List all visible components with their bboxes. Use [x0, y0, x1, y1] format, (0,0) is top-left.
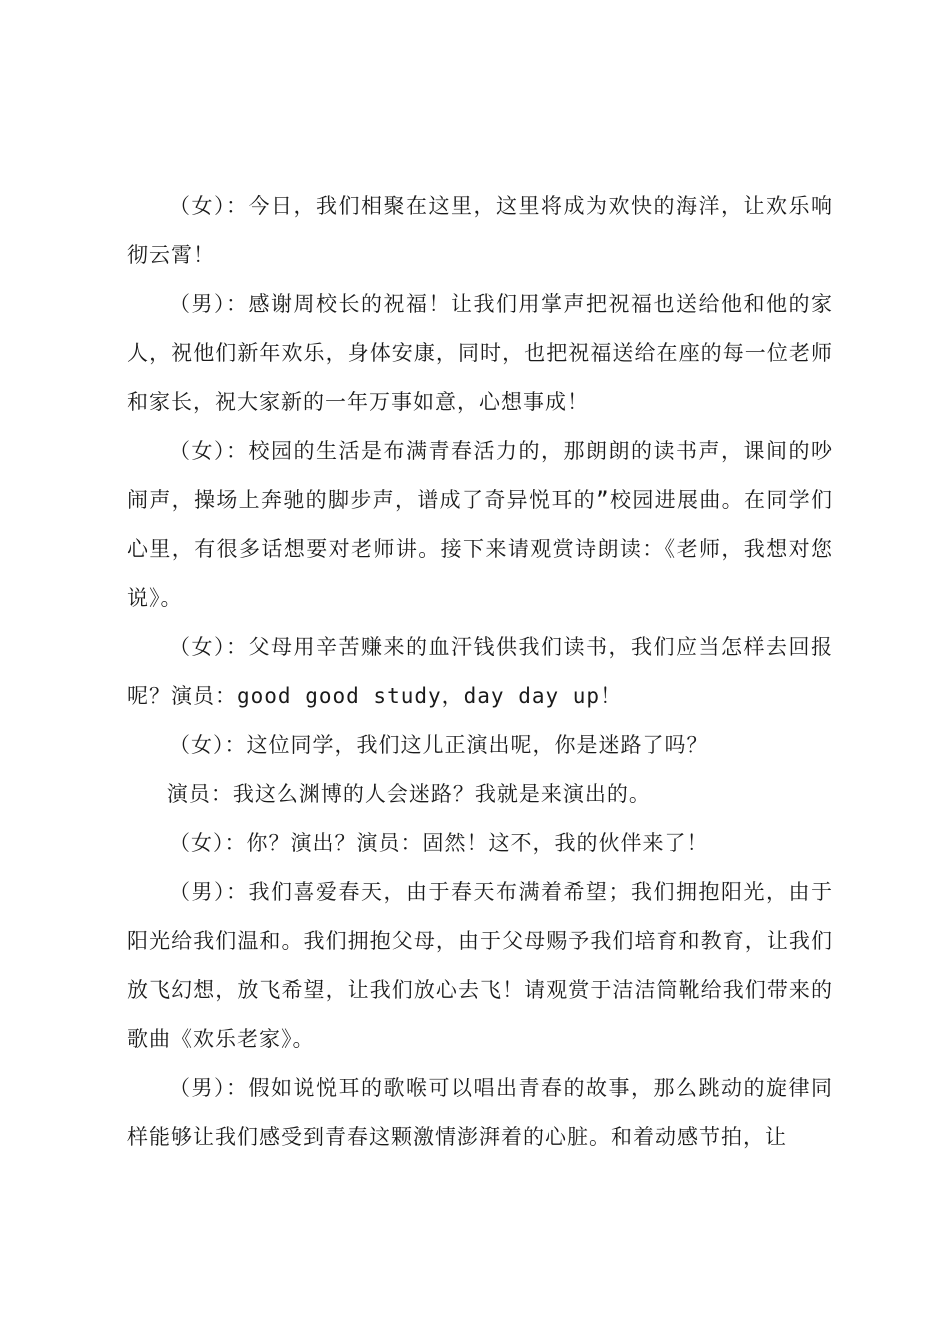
- paragraph-3: （女）：校园的生活是布满青春活力的，那朗朗的读书声，课间的吵闹声，操场上奔驰的脚步声，谱成了奇异悦耳的”校园进展曲。在同学们心里，有很多话想要对老师讲。接下来请观赏诗朗读：《老师，我想对您说》。: [127, 439, 833, 610]
- paragraph-7: （女）：你？演出？演员：固然！这不，我的伙伴来了！: [169, 831, 709, 855]
- paragraph-5: （女）：这位同学，我们这儿正演出呢，你是迷路了吗？: [169, 733, 709, 757]
- document-body: [127, 182, 833, 1162]
- paragraph-4: （女）：父母用辛苦赚来的血汗钱供我们读书，我们应当怎样去回报呢？演员：good good study，day day up！: [127, 635, 833, 708]
- paragraph-8: （男）：我们喜爱春天，由于春天布满着希望；我们拥抱阳光，由于阳光给我们温和。我们拥抱父母，由于父母赐予我们培育和教育，让我们放飞幻想，放飞希望，让我们放心去飞！请观赏于洁洁筒靴给我们带来的歌曲《欢乐老家》。: [127, 880, 833, 1051]
- paragraph-2: （男）：感谢周校长的祝福！让我们用掌声把祝福也送给他和他的家人，祝他们新年欢乐，身体安康，同时，也把祝福送给在座的每一位老师和家长，祝大家新的一年万事如意，心想事成！: [127, 292, 833, 414]
- paragraph-1: （女）：今日，我们相聚在这里，这里将成为欢快的海洋，让欢乐响彻云霄！: [127, 194, 833, 267]
- paragraph-9: （男）：假如说悦耳的歌喉可以唱出青春的故事，那么跳动的旋律同样能够让我们感受到青春这颗激情澎湃着的心脏。和着动感节拍，让: [127, 1076, 833, 1149]
- paragraph-6: 演员：我这么渊博的人会迷路？我就是来演出的。: [166, 782, 651, 806]
